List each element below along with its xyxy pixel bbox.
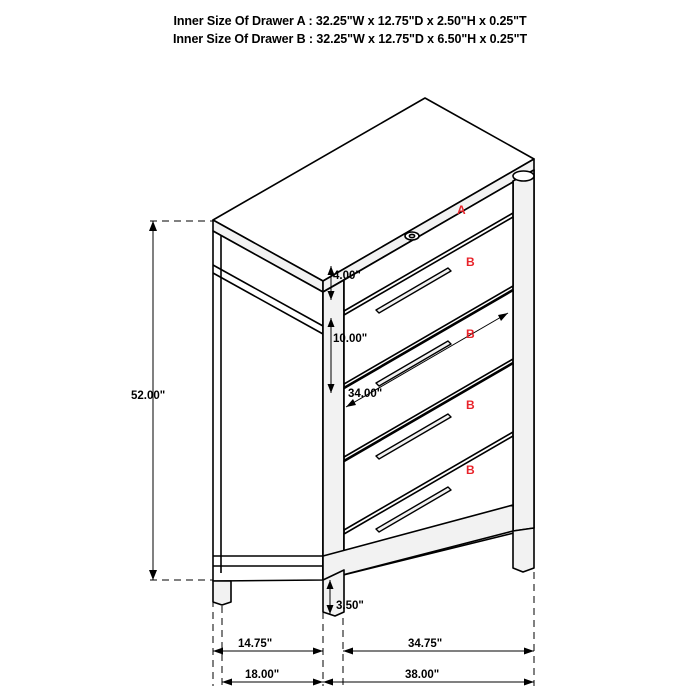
- dimension-label-drawer-width: 34.00": [348, 388, 383, 400]
- cabinet-left-panel: [213, 231, 323, 581]
- dimension-label-drawer-height: 10.00": [333, 333, 368, 345]
- dim-38-arrow-right: [524, 679, 534, 686]
- dim-1475-arrow-right: [313, 648, 323, 655]
- spec-line-drawer-b: Inner Size Of Drawer B : 32.25"W x 12.75"D x 6.50"H x 0.25"T: [173, 32, 527, 46]
- dim-18-arrow-right: [313, 679, 323, 686]
- rear-left-leg: [213, 581, 231, 605]
- dim-3475-arrow-right: [524, 648, 534, 655]
- dimension-label-depth-front: 14.75": [238, 638, 273, 650]
- dim-3475-arrow-left: [343, 648, 353, 655]
- drawer-label-b3: B: [466, 398, 475, 412]
- dimension-label-width-total: 38.00": [405, 669, 440, 681]
- spec-line-drawer-a: Inner Size Of Drawer A : 32.25"W x 12.75"D x 2.50"H x 0.25"T: [173, 14, 527, 28]
- dimension-label-depth-total: 18.00": [245, 669, 280, 681]
- dim-1475-arrow-left: [213, 648, 223, 655]
- drawer-label-a: A: [457, 203, 466, 217]
- right-post-cap: [513, 171, 534, 181]
- dimension-label-leg-height: 3.50": [336, 600, 364, 612]
- right-post: [513, 170, 534, 531]
- dimension-label-overall-height: 52.00": [131, 390, 166, 402]
- front-right-leg: [513, 528, 534, 572]
- dimension-label-width-front: 34.75": [408, 638, 443, 650]
- drawer-label-b2: B: [466, 327, 475, 341]
- dim-18-arrow-left: [222, 679, 232, 686]
- drawer-label-b1: B: [466, 255, 475, 269]
- dim-52-arrow-top: [149, 221, 157, 231]
- drawer-label-b4: B: [466, 463, 475, 477]
- drawer-a-knob-center: [409, 234, 414, 237]
- cabinet-outline: [213, 98, 534, 616]
- dim-38-arrow-left: [323, 679, 333, 686]
- dimension-label-top-drawer-height: 4.00": [333, 270, 361, 282]
- dim-52-arrow-bottom: [149, 570, 157, 580]
